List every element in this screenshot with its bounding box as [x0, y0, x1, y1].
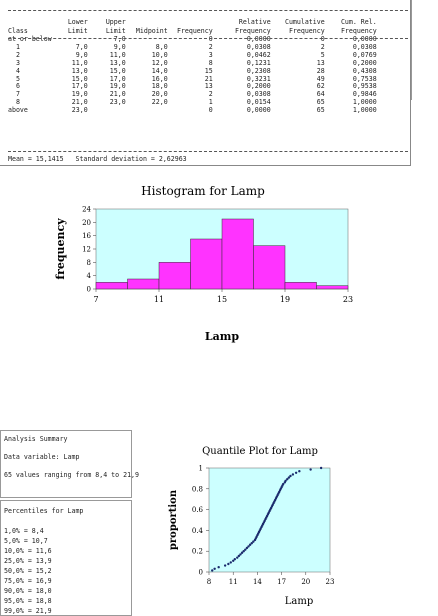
table-cell: 15 — [204, 66, 213, 75]
table-cell: 64 — [316, 90, 325, 99]
quantile-point — [320, 467, 322, 469]
x-tick-label: 17 — [277, 578, 287, 586]
quantile-y-ticks — [192, 465, 209, 577]
header-cell: Frequency — [234, 27, 271, 35]
table-cell: 1 — [208, 98, 213, 107]
percentile-item: 5,0% = 10,7 — [4, 537, 48, 545]
header-cell: Frequency — [176, 27, 213, 35]
table-cell: 13,0 — [109, 58, 126, 67]
table-cell: 65 — [316, 98, 325, 107]
y-tick-label: 0 — [198, 568, 203, 577]
percentile-item: 10,0% = 11,6 — [4, 547, 52, 555]
quantile-point — [224, 564, 226, 566]
table-cell: 1 — [16, 42, 20, 51]
quantile-x-ticks — [207, 572, 335, 586]
data-variable-text: Data variable: Lamp — [4, 453, 80, 461]
quantile-point — [309, 468, 311, 470]
percentile-item: 50,0% = 15,2 — [4, 567, 52, 575]
table-cell: 16,0 — [151, 74, 168, 83]
table-cell: 49 — [316, 74, 325, 83]
table-cell: 11,0 — [109, 50, 126, 59]
quantile-point — [295, 472, 297, 474]
table-row — [8, 107, 377, 115]
histogram-title: Histogram for Lamp — [141, 184, 265, 198]
table-cell: 20,0 — [151, 90, 168, 99]
table-cell: 19,0 — [71, 90, 88, 99]
table-cell: 0,9538 — [352, 82, 377, 91]
table-cell: 7,0 — [113, 35, 126, 43]
table-cell: 4 — [16, 66, 20, 75]
histogram-y-axis-label: frequency — [54, 218, 67, 280]
x-tick-label: 23 — [342, 295, 354, 304]
percentiles-title: Percentiles for Lamp — [4, 507, 84, 515]
table-cell: 0,0000 — [352, 35, 377, 43]
header-cell: Limit — [105, 27, 126, 35]
x-tick-label: 20 — [301, 578, 311, 586]
quantile-point — [217, 566, 219, 568]
quantile-point — [227, 563, 229, 565]
histogram-chart — [40, 178, 370, 348]
frequency-table-body — [8, 36, 377, 115]
header-cell: Midpoint — [135, 27, 168, 35]
header-cell — [168, 18, 213, 27]
header-cell: Limit — [67, 27, 88, 35]
header-cell: Cum. Rel. — [340, 18, 377, 26]
histogram-bar — [285, 282, 317, 289]
table-cell: 23,0 — [109, 98, 126, 107]
table-cell: 0,0000 — [246, 106, 271, 115]
table-cell: 0,0308 — [246, 90, 271, 99]
histogram-y-ticks — [82, 206, 96, 294]
table-cell: 1,0000 — [352, 98, 377, 107]
quantile-y-axis-label: proportion — [168, 489, 179, 551]
table-cell: 8 — [208, 58, 213, 67]
histogram-x-axis-label: Lamp — [204, 330, 240, 343]
table-cell: 8,0 — [155, 42, 168, 51]
x-tick-label: 11 — [228, 578, 238, 586]
quantile-point — [211, 569, 213, 571]
histogram-bar — [191, 239, 223, 289]
x-tick-label: 23 — [325, 578, 335, 586]
table-cell: 17,0 — [109, 74, 126, 83]
quantile-point — [234, 558, 236, 560]
table-cell: 13 — [316, 58, 325, 67]
x-tick-label: 7 — [93, 295, 99, 304]
table-cell: 5 — [320, 50, 325, 59]
quantile-point — [292, 473, 294, 475]
percentile-item: 95,0% = 18,8 — [4, 597, 52, 605]
x-tick-label: 11 — [153, 295, 165, 304]
table-cell: 3 — [208, 50, 213, 59]
histogram-bar — [159, 262, 191, 289]
table-cell: 21 — [204, 74, 213, 83]
percentiles-panel — [0, 500, 132, 616]
vertical-scrollbar[interactable] — [411, 0, 438, 100]
table-cell: 15,0 — [109, 66, 126, 75]
histogram-bar — [317, 286, 349, 289]
y-tick-label: 16 — [82, 232, 91, 241]
header-cell: Frequency — [288, 27, 325, 35]
table-cell: 0,1231 — [246, 58, 271, 67]
quantile-point — [298, 470, 300, 472]
y-tick-label: 24 — [82, 205, 91, 214]
y-tick-label: 0.6 — [191, 506, 203, 515]
percentile-item: 25,0% = 13,9 — [4, 557, 52, 565]
table-cell: 13 — [204, 82, 213, 91]
quantile-plot-area — [209, 468, 330, 572]
analysis-summary-panel — [0, 430, 139, 498]
table-header-row — [8, 18, 377, 27]
table-cell: 28 — [316, 66, 325, 75]
frequency-table — [8, 18, 377, 115]
table-cell: 11,0 — [71, 58, 88, 67]
histogram-bar — [96, 282, 128, 289]
table-cell: 5 — [16, 74, 20, 83]
table-cell: 65 — [316, 106, 325, 115]
table-cell: 2 — [208, 42, 213, 51]
table-cell: 0,0308 — [246, 42, 271, 51]
table-cell: 0,0154 — [246, 98, 271, 107]
table-cell: 18,0 — [151, 82, 168, 91]
y-tick-label: 20 — [82, 218, 91, 227]
table-cell: 19,0 — [109, 82, 126, 91]
table-cell: 0,3231 — [246, 74, 271, 83]
table-cell: 0 — [208, 35, 213, 43]
y-tick-label: 1 — [198, 464, 203, 473]
y-tick-label: 12 — [82, 245, 91, 254]
header-cell — [8, 18, 52, 27]
frequency-table-panel — [0, 0, 411, 166]
table-bottom-rule — [8, 151, 408, 152]
percentile-item: 90,0% = 18,0 — [4, 587, 52, 595]
table-cell: at or below — [8, 35, 52, 43]
table-cell: 0,2308 — [246, 66, 271, 75]
table-cell: 6 — [16, 82, 20, 91]
header-cell: Relative — [238, 18, 271, 26]
table-cell: 14,0 — [151, 66, 168, 75]
header-cell: Cumulative — [284, 18, 325, 26]
y-tick-label: 0.2 — [191, 547, 203, 556]
table-cell: 0,7538 — [352, 74, 377, 83]
quantile-point — [213, 568, 215, 570]
header-cell: Lower — [67, 18, 88, 26]
table-cell: 17,0 — [71, 82, 88, 91]
analysis-summary-title: Analysis Summary — [4, 435, 68, 443]
table-cell: 62 — [316, 82, 325, 91]
table-cell: 12,0 — [151, 58, 168, 67]
table-cell: 21,0 — [71, 98, 88, 107]
y-tick-label: 4 — [86, 272, 91, 281]
table-cell: 7,0 — [75, 42, 88, 51]
y-tick-label: 8 — [86, 258, 91, 267]
table-cell: 23,0 — [71, 106, 88, 115]
table-cell: 0 — [208, 106, 213, 115]
header-cell: Upper — [105, 18, 126, 26]
table-cell: 8 — [16, 98, 20, 107]
table-cell: 3 — [16, 58, 20, 67]
histogram-bar — [128, 279, 160, 289]
table-cell — [88, 107, 126, 115]
table-cell: 2 — [16, 50, 20, 59]
x-tick-label: 15 — [216, 295, 228, 304]
table-cell: 22,0 — [151, 98, 168, 107]
table-cell: 0,9846 — [352, 90, 377, 99]
quantile-plot-chart — [160, 436, 338, 614]
y-tick-label: 0.8 — [191, 485, 203, 494]
table-cell — [126, 107, 168, 115]
table-cell: 10,0 — [151, 50, 168, 59]
table-cell: 0,0308 — [352, 42, 377, 51]
table-cell: 9,0 — [75, 50, 88, 59]
values-range-text: 65 values ranging from 8,4 to 21,9 — [4, 471, 139, 479]
quantile-x-axis-label: Lamp — [284, 596, 314, 607]
table-cell: 0 — [320, 35, 325, 43]
histogram-x-ticks — [93, 289, 353, 304]
table-cell: 21,0 — [109, 90, 126, 99]
percentile-item: 75,0% = 16,9 — [4, 577, 52, 585]
quantile-point — [230, 561, 232, 563]
quantile-plot-title: Quantile Plot for Lamp — [202, 446, 318, 457]
table-cell: 0,0462 — [246, 50, 271, 59]
x-tick-label: 19 — [279, 295, 291, 304]
percentile-item: 1,0% = 8,4 — [4, 527, 44, 535]
table-cell: 0,4308 — [352, 66, 377, 75]
table-cell: 13,0 — [71, 66, 88, 75]
percentile-item: 99,0% = 21,9 — [4, 607, 52, 615]
table-cell: 0,0769 — [352, 50, 377, 59]
histogram-bar — [222, 219, 254, 289]
table-cell: 2 — [320, 42, 325, 51]
quantile-point — [289, 475, 291, 477]
table-cell: 0,0000 — [246, 35, 271, 43]
mean-sd-summary: Mean = 15,1415 Standard deviation = 2,62963 — [8, 155, 187, 163]
table-cell: 0,2000 — [246, 82, 271, 91]
table-cell: 1,0000 — [352, 106, 377, 115]
table-cell: 2 — [208, 90, 213, 99]
y-tick-label: 0 — [86, 285, 91, 294]
y-tick-label: 0.4 — [191, 526, 203, 535]
table-top-rule — [8, 10, 408, 11]
header-cell: Frequency — [340, 27, 377, 35]
table-cell: above — [8, 106, 28, 115]
table-cell: 15,0 — [71, 74, 88, 83]
x-tick-label: 8 — [206, 578, 212, 586]
table-cell: 7 — [16, 90, 20, 99]
header-rule — [8, 38, 408, 39]
histogram-bar — [254, 246, 286, 289]
header-cell — [126, 18, 168, 27]
header-cell: Class — [8, 27, 28, 35]
table-cell: 9,0 — [113, 42, 126, 51]
x-tick-label: 14 — [252, 578, 262, 586]
table-cell: 0,2000 — [352, 58, 377, 67]
